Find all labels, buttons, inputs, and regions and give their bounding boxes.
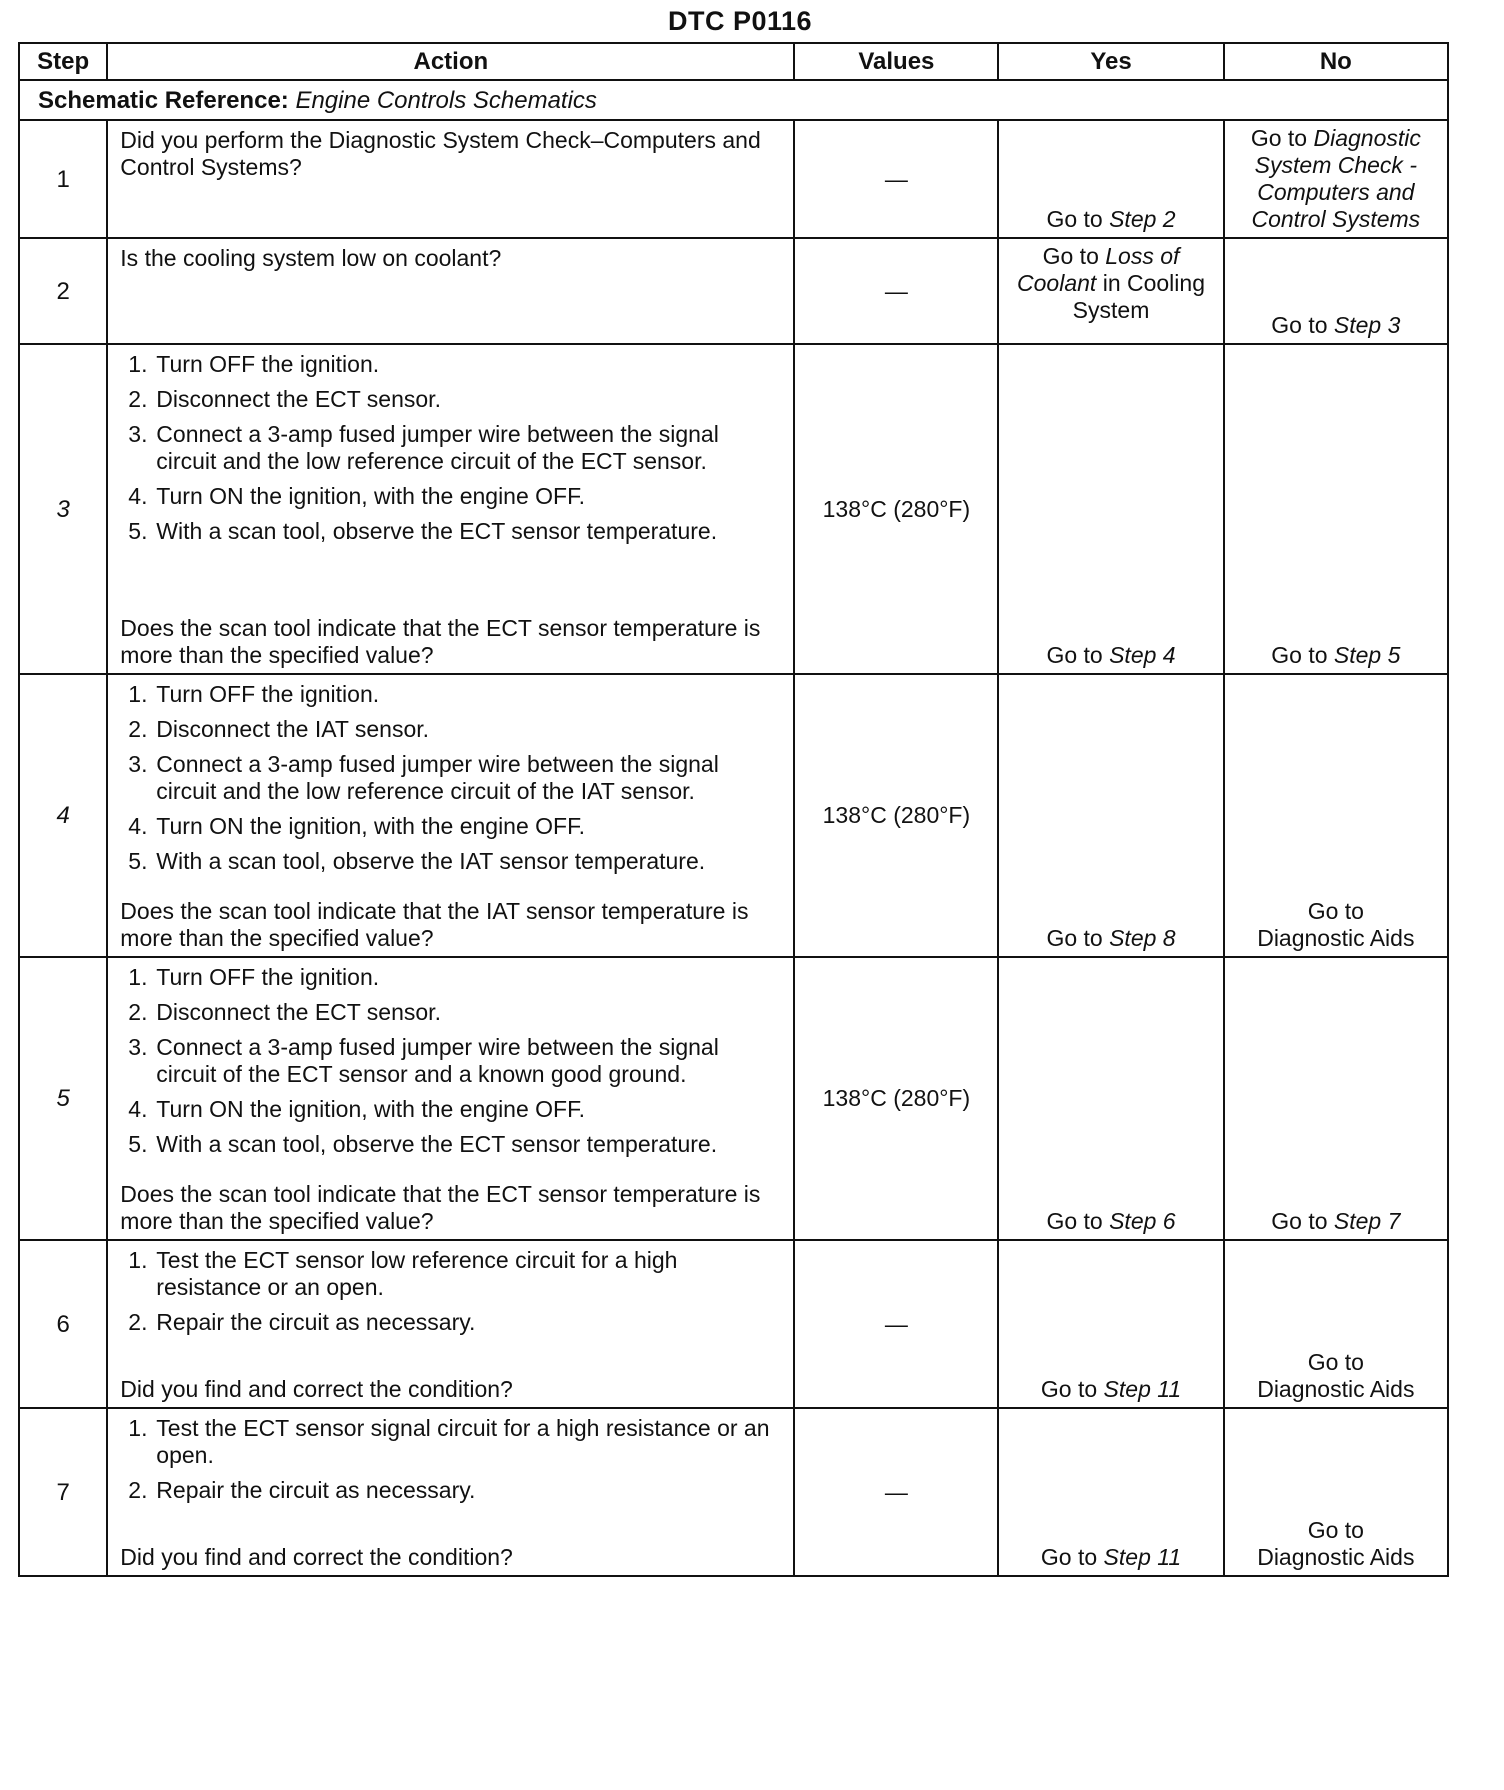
step-number: 6 bbox=[19, 1240, 107, 1408]
no-outcome bbox=[1224, 1240, 1448, 1408]
action-step-number: 2. bbox=[128, 716, 148, 742]
outcome-prefix: Go to bbox=[1046, 925, 1110, 951]
yes-outcome bbox=[998, 1408, 1223, 1576]
action-steps-list bbox=[120, 681, 783, 883]
action-cell bbox=[107, 674, 794, 957]
outcome-prefix: Go to bbox=[1040, 1544, 1104, 1570]
action-step-item bbox=[128, 751, 783, 805]
outcome-link[interactable]: Diagnostic System Check - Computers and Control Systems bbox=[1251, 125, 1421, 232]
table-row bbox=[19, 1408, 1448, 1576]
action-step-item bbox=[128, 421, 783, 475]
table-row bbox=[19, 120, 1448, 238]
action-step-item bbox=[128, 1131, 783, 1158]
step-number: 7 bbox=[19, 1408, 107, 1576]
schematic-reference bbox=[19, 80, 1448, 120]
table-row bbox=[19, 1240, 1448, 1408]
outcome-link[interactable]: Step 3 bbox=[1333, 312, 1401, 338]
outcome-prefix: Go to bbox=[1307, 1517, 1364, 1543]
value-cell: 138°C (280°F) bbox=[794, 674, 998, 957]
outcome-link[interactable]: Loss of Coolant bbox=[1017, 243, 1180, 296]
outcome-link[interactable]: Step 7 bbox=[1333, 1208, 1401, 1234]
yes-outcome bbox=[998, 674, 1223, 957]
col-header-values: Values bbox=[794, 43, 998, 80]
action-step-item bbox=[128, 848, 783, 875]
yes-outcome bbox=[998, 1240, 1223, 1408]
action-step-item bbox=[128, 483, 783, 510]
yes-outcome bbox=[998, 344, 1223, 674]
no-outcome bbox=[1224, 120, 1448, 238]
outcome-link[interactable]: Diagnostic Aids bbox=[1257, 925, 1415, 951]
step-number: 3 bbox=[19, 344, 107, 674]
step-number: 1 bbox=[19, 120, 107, 238]
col-header-action: Action bbox=[107, 43, 794, 80]
action-step-text: With a scan tool, observe the ECT sensor temperature. bbox=[156, 518, 718, 544]
no-outcome bbox=[1224, 674, 1448, 957]
action-step-text: Turn OFF the ignition. bbox=[156, 964, 380, 990]
action-steps-list bbox=[120, 964, 783, 1166]
action-step-number: 4. bbox=[128, 1096, 148, 1122]
action-cell bbox=[107, 957, 794, 1240]
action-step-number: 3. bbox=[128, 1034, 148, 1060]
action-question: Did you find and correct the condition? bbox=[120, 1376, 513, 1402]
action-step-text: With a scan tool, observe the ECT sensor temperature. bbox=[156, 1131, 718, 1157]
value-cell: — bbox=[794, 1408, 998, 1576]
action-content bbox=[120, 1415, 783, 1571]
value-cell: — bbox=[794, 238, 998, 344]
action-step-item bbox=[128, 1247, 783, 1301]
yes-outcome bbox=[998, 120, 1223, 238]
outcome-prefix: Go to bbox=[1271, 1208, 1334, 1234]
action-content bbox=[120, 1247, 783, 1403]
no-outcome bbox=[1224, 344, 1448, 674]
action-cell bbox=[107, 238, 794, 344]
action-steps-list bbox=[120, 1247, 783, 1344]
action-step-text: Connect a 3-amp fused jumper wire between the signal circuit and the low reference circuit of the IAT sensor. bbox=[156, 751, 719, 804]
action-step-text: Repair the circuit as necessary. bbox=[156, 1477, 476, 1503]
value-cell: — bbox=[794, 1240, 998, 1408]
yes-outcome bbox=[998, 957, 1223, 1240]
outcome-prefix: Go to bbox=[1046, 206, 1110, 232]
action-question: Does the scan tool indicate that the ECT sensor temperature is more than the specified value? bbox=[120, 1181, 761, 1234]
action-step-text: Connect a 3-amp fused jumper wire between the signal circuit and the low reference circuit of the ECT sensor. bbox=[156, 421, 719, 474]
col-header-yes: Yes bbox=[998, 43, 1223, 80]
header-row bbox=[19, 43, 1448, 80]
table-row bbox=[19, 957, 1448, 1240]
action-steps-list bbox=[120, 1415, 783, 1512]
outcome-prefix: Go to bbox=[1042, 243, 1106, 269]
action-step-item bbox=[128, 1034, 783, 1088]
col-header-step: Step bbox=[19, 43, 107, 80]
outcome-link[interactable]: Step 6 bbox=[1109, 1208, 1176, 1234]
value-cell: 138°C (280°F) bbox=[794, 344, 998, 674]
action-step-item bbox=[128, 1096, 783, 1123]
outcome-prefix: Go to bbox=[1040, 1376, 1104, 1402]
action-step-item bbox=[128, 386, 783, 413]
action-step-text: With a scan tool, observe the IAT sensor temperature. bbox=[156, 848, 706, 874]
action-step-number: 5. bbox=[128, 848, 148, 874]
action-step-number: 2. bbox=[128, 999, 148, 1025]
action-step-text: Turn ON the ignition, with the engine OFF. bbox=[156, 483, 585, 509]
outcome-link[interactable]: Step 8 bbox=[1109, 925, 1176, 951]
action-question: Did you find and correct the condition? bbox=[120, 1544, 513, 1570]
step-number: 2 bbox=[19, 238, 107, 344]
outcome-prefix: Go to bbox=[1271, 642, 1334, 668]
action-content bbox=[120, 245, 783, 339]
action-step-number: 4. bbox=[128, 483, 148, 509]
outcome-prefix: Go to bbox=[1271, 312, 1334, 338]
outcome-link[interactable]: Step 5 bbox=[1333, 642, 1401, 668]
outcome-link[interactable]: Diagnostic Aids bbox=[1257, 1376, 1415, 1402]
value-cell: 138°C (280°F) bbox=[794, 957, 998, 1240]
outcome-prefix: Go to bbox=[1046, 642, 1110, 668]
step-number: 5 bbox=[19, 957, 107, 1240]
action-content bbox=[120, 127, 783, 219]
action-step-number: 1. bbox=[128, 1415, 148, 1441]
no-outcome bbox=[1224, 957, 1448, 1240]
action-step-text: Repair the circuit as necessary. bbox=[156, 1309, 476, 1335]
action-question: Is the cooling system low on coolant? bbox=[120, 245, 502, 271]
action-step-number: 5. bbox=[128, 1131, 148, 1157]
action-question: Does the scan tool indicate that the ECT sensor temperature is more than the specified value? bbox=[120, 615, 761, 668]
outcome-prefix: Go to bbox=[1250, 125, 1314, 151]
action-step-number: 3. bbox=[128, 421, 148, 447]
action-step-text: Turn OFF the ignition. bbox=[156, 681, 380, 707]
action-step-item bbox=[128, 518, 783, 545]
action-step-number: 1. bbox=[128, 1247, 148, 1273]
schematic-label: Schematic Reference: bbox=[38, 86, 289, 114]
action-step-number: 1. bbox=[128, 681, 148, 707]
action-question: Does the scan tool indicate that the IAT sensor temperature is more than the specified value? bbox=[120, 898, 749, 951]
value-cell: — bbox=[794, 120, 998, 238]
yes-outcome bbox=[998, 238, 1223, 344]
outcome-suffix: in Cooling System bbox=[1072, 270, 1205, 323]
action-step-item bbox=[128, 681, 783, 708]
outcome-link[interactable]: Step 4 bbox=[1109, 642, 1176, 668]
table-row bbox=[19, 238, 1448, 344]
outcome-link[interactable]: Step 11 bbox=[1103, 1376, 1182, 1402]
action-cell bbox=[107, 120, 794, 238]
action-content bbox=[120, 681, 783, 952]
outcome-prefix: Go to bbox=[1046, 1208, 1110, 1234]
action-step-number: 5. bbox=[128, 518, 148, 544]
outcome-prefix: Go to bbox=[1307, 898, 1364, 924]
action-step-text: Test the ECT sensor low reference circuit for a high resistance or an open. bbox=[156, 1247, 678, 1300]
schematic-row bbox=[19, 80, 1448, 120]
action-step-text: Turn OFF the ignition. bbox=[156, 351, 380, 377]
schematic-link[interactable]: Engine Controls Schematics bbox=[295, 86, 597, 114]
action-step-number: 2. bbox=[128, 1477, 148, 1503]
action-step-text: Connect a 3-amp fused jumper wire between the signal circuit of the ECT sensor and a known good ground. bbox=[156, 1034, 719, 1087]
action-cell bbox=[107, 1240, 794, 1408]
action-step-number: 4. bbox=[128, 813, 148, 839]
action-step-item bbox=[128, 813, 783, 840]
no-outcome bbox=[1224, 1408, 1448, 1576]
action-step-item bbox=[128, 964, 783, 991]
action-step-text: Disconnect the ECT sensor. bbox=[156, 999, 441, 1025]
action-content bbox=[120, 351, 783, 669]
action-step-text: Test the ECT sensor signal circuit for a high resistance or an open. bbox=[156, 1415, 770, 1468]
table-row bbox=[19, 344, 1448, 674]
action-step-text: Disconnect the IAT sensor. bbox=[156, 716, 430, 742]
action-steps-list bbox=[120, 351, 783, 553]
outcome-link[interactable]: Step 11 bbox=[1103, 1544, 1182, 1570]
action-step-item bbox=[128, 999, 783, 1026]
outcome-link[interactable]: Diagnostic Aids bbox=[1257, 1544, 1415, 1570]
step-number: 4 bbox=[19, 674, 107, 957]
action-step-number: 1. bbox=[128, 351, 148, 377]
action-step-item bbox=[128, 351, 783, 378]
table-row bbox=[19, 674, 1448, 957]
col-header-no: No bbox=[1224, 43, 1448, 80]
no-outcome bbox=[1224, 238, 1448, 344]
action-step-item bbox=[128, 1309, 783, 1336]
action-cell bbox=[107, 1408, 794, 1576]
outcome-link[interactable]: Step 2 bbox=[1109, 206, 1176, 232]
action-step-text: Turn ON the ignition, with the engine OFF. bbox=[156, 1096, 585, 1122]
action-content bbox=[120, 964, 783, 1235]
action-step-item bbox=[128, 716, 783, 743]
action-step-number: 1. bbox=[128, 964, 148, 990]
action-step-text: Turn ON the ignition, with the engine OFF. bbox=[156, 813, 585, 839]
action-step-item bbox=[128, 1415, 783, 1469]
action-step-number: 2. bbox=[128, 1309, 148, 1335]
page-title: DTC P0116 bbox=[667, 6, 813, 36]
action-cell bbox=[107, 344, 794, 674]
diagnostic-table bbox=[18, 42, 1449, 1577]
action-step-number: 3. bbox=[128, 751, 148, 777]
action-step-number: 2. bbox=[128, 386, 148, 412]
action-question: Did you perform the Diagnostic System Check–Computers and Control Systems? bbox=[120, 127, 761, 180]
action-step-item bbox=[128, 1477, 783, 1504]
outcome-prefix: Go to bbox=[1307, 1349, 1364, 1375]
action-step-text: Disconnect the ECT sensor. bbox=[156, 386, 441, 412]
